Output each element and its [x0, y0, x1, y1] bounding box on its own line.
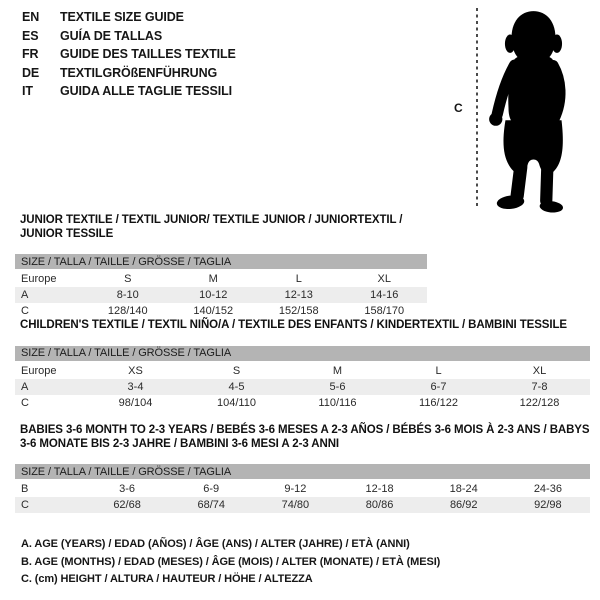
baby-silhouette-icon — [483, 6, 585, 214]
size-value-cell: 152/158 — [278, 305, 319, 317]
table-row — [15, 481, 590, 497]
size-value-cell: L — [435, 364, 442, 377]
footnote-b: B. AGE (MONTHS) / EDAD (MESES) / ÂGE (MOIS) / ALTER (MONATE) / ETÀ (MESI) — [21, 555, 441, 568]
children-textile-section — [15, 319, 590, 411]
table-row — [15, 395, 590, 411]
section-title-junior: JUNIOR TEXTILE / TEXTIL JUNIOR/ TEXTILE JUNIOR / JUNIORTEXTIL / JUNIOR TESSILE — [20, 214, 403, 240]
lang-code: ES — [22, 28, 39, 43]
size-value-cell: S — [124, 273, 132, 285]
size-value-cell: 18-24 — [449, 483, 478, 495]
size-header-row — [15, 254, 427, 271]
size-value-cell: 6-9 — [203, 483, 220, 495]
size-value-cell: 140/152 — [193, 305, 234, 317]
lang-row-fr — [22, 45, 236, 64]
lang-row-de — [22, 64, 236, 83]
lang-code: EN — [22, 10, 40, 24]
size-value-cell: 8-10 — [85, 287, 171, 303]
children-size-table — [15, 346, 590, 411]
lang-label: GUÍA DE TALLAS — [60, 28, 163, 43]
lang-label: GUIDA ALLE TAGLIE TESSILI — [60, 84, 233, 98]
size-value-cell: XL — [532, 364, 547, 377]
row-label: C — [21, 396, 29, 409]
size-value-cell: 9-12 — [284, 483, 307, 495]
lang-label: TEXTILE SIZE GUIDE — [60, 10, 184, 24]
legend-footnotes — [21, 536, 440, 589]
language-header — [22, 8, 236, 101]
row-label: C — [21, 305, 29, 317]
size-value-cell: 128/140 — [107, 305, 148, 317]
lang-label: GUIDE DES TAILLES TEXTILE — [60, 47, 236, 61]
junior-textile-section — [15, 214, 427, 319]
size-value-cell: 104/110 — [217, 396, 256, 409]
size-value-cell: 7-8 — [489, 379, 590, 395]
size-value-cell: 3-4 — [85, 379, 186, 395]
table-row — [15, 271, 427, 287]
lang-label: TEXTILGRÖßENFÜHRUNG — [60, 65, 218, 80]
size-value-cell: 5-6 — [287, 379, 388, 395]
size-value-cell: 158/170 — [364, 305, 405, 317]
lang-code: IT — [22, 84, 33, 98]
size-value-cell: 14-16 — [342, 287, 428, 303]
table-row — [15, 363, 590, 379]
row-label: B — [21, 483, 29, 495]
size-value-cell: L — [295, 273, 302, 285]
size-value-cell: 6-7 — [388, 379, 489, 395]
size-value-cell: 92/98 — [506, 497, 590, 513]
size-value-cell: 110/116 — [318, 396, 357, 409]
footnote-c: C. (cm) HEIGHT / ALTURA / HAUTEUR / HÖHE / ALTEZZA — [21, 573, 313, 585]
row-label: C — [15, 497, 85, 513]
size-value-cell: M — [332, 364, 343, 377]
table-row — [15, 303, 427, 319]
size-header-cell: SIZE / TALLA / TAILLE / GRÖSSE / TAGLIA — [15, 464, 590, 481]
size-value-cell: 80/86 — [337, 497, 421, 513]
size-value-cell: 68/74 — [169, 497, 253, 513]
size-value-cell: 4-5 — [186, 379, 287, 395]
size-value-cell: M — [208, 273, 218, 285]
size-value-cell: 10-12 — [171, 287, 257, 303]
size-value-cell: 3-6 — [119, 483, 136, 495]
size-value-cell: 74/80 — [253, 497, 337, 513]
table-row — [15, 287, 427, 303]
lang-row-en — [22, 8, 236, 27]
size-value-cell: 86/92 — [422, 497, 506, 513]
size-value-cell: 12-13 — [256, 287, 342, 303]
size-header-row — [15, 464, 590, 481]
lang-row-it — [22, 82, 236, 101]
size-header-cell: SIZE / TALLA / TAILLE / GRÖSSE / TAGLIA — [15, 254, 427, 271]
lang-row-es — [22, 27, 236, 46]
section-title-children: CHILDREN'S TEXTILE / TEXTIL NIÑO/A / TEXTILE DES ENFANTS / KINDERTEXTIL / BAMBINI TESSILE — [20, 319, 567, 331]
size-header-cell: SIZE / TALLA / TAILLE / GRÖSSE / TAGLIA — [15, 346, 590, 363]
babies-textile-section — [15, 424, 590, 513]
size-value-cell: 62/68 — [85, 497, 169, 513]
size-value-cell: 98/104 — [118, 396, 153, 409]
size-value-cell: 116/122 — [419, 396, 458, 409]
junior-size-table — [15, 254, 427, 319]
table-row — [15, 379, 590, 395]
babies-size-table — [15, 464, 590, 513]
lang-code: DE — [22, 65, 40, 80]
size-value-cell: S — [232, 364, 241, 377]
section-title-babies: BABIES 3-6 MONTH TO 2-3 YEARS / BEBÉS 3-6 MESES A 2-3 AÑOS / BÉBÉS 3-6 MOIS À 2-3 ANS / BABYS 3-6 MONATE BIS 2-3 JAHRE / BAMBINI 3-6 MESI A 2-3 ANNI — [20, 424, 590, 450]
size-value-cell: 12-18 — [365, 483, 394, 495]
height-measure-label: C — [454, 101, 463, 115]
row-label: Europe — [21, 273, 57, 285]
row-label: Europe — [21, 364, 57, 377]
baby-figure — [450, 4, 590, 216]
height-measure-line — [476, 8, 478, 207]
size-value-cell: XS — [128, 364, 143, 377]
size-value-cell: XL — [377, 273, 391, 285]
lang-code: FR — [22, 47, 39, 61]
row-label: A — [15, 379, 85, 395]
size-header-row — [15, 346, 590, 363]
footnote-a: A. AGE (YEARS) / EDAD (AÑOS) / ÂGE (ANS) / ALTER (JAHRE) / ETÀ (ANNI) — [21, 538, 410, 550]
table-row — [15, 497, 590, 513]
size-value-cell: 122/128 — [519, 396, 560, 409]
size-value-cell: 24-36 — [533, 483, 562, 495]
row-label: A — [15, 287, 85, 303]
